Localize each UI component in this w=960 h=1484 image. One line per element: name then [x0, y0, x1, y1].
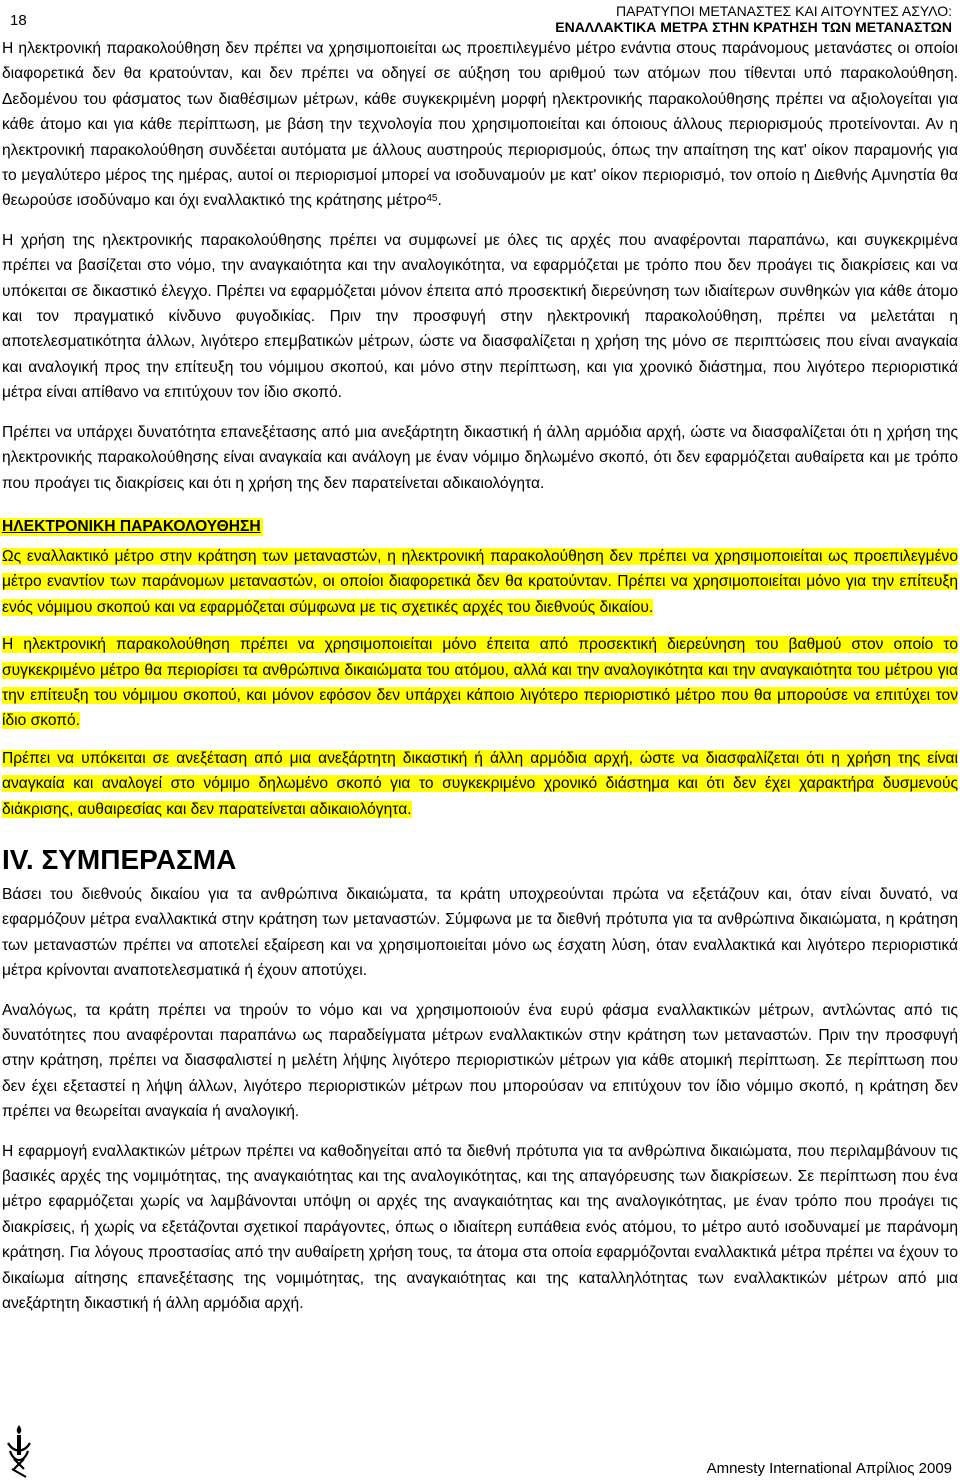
- page-number: 18: [10, 12, 27, 29]
- chapter-title: IV. ΣΥΜΠΕΡΑΣΜΑ: [2, 843, 237, 875]
- conclusion-paragraph-3: Η εφαρμογή εναλλακτικών μέτρων πρέπει να καθοδηγείται από τα διεθνή πρότυπα για τα ανθρώπινα δικαιώματα, που περιλαμβάνουν τις βασικές αρχές της νομιμότητας, της αναγκαιότητας και της αναλογικότητας, και της απαγόρευσης των διακρίσεων. Σε περίπτωση που ένα μέτρο εφαρμόζεται χωρίς να λαμβάνονται υπόψη οι αρχές της αναγκαιότητας και της αναλογικότητας, με έναν τρόπο που προάγει τις διακρίσεις, ή χωρίς να εξετάζονται σχετικοί παράγοντες, όπως ο ιδιαίτερη ευπάθεια ενός ατόμου, το μέτρο αυτό ισοδυναμεί με παράνομη κράτηση. Για λόγους προστασίας από την αυθαίρετη χρήση τους, τα άτομα στα οποία εφαρμόζονται εναλλακτικά μέτρα πρέπει να έχουν το δικαίωμα αίτησης επανεξέτασης της νομιμότητας, της αναγκαιότητας και της καταλληλότητας των εναλλακτικών μέτρων από μια ανεξάρτητη δικαστική ή άλλη αρμόδια αρχή.: [2, 1142, 958, 1313]
- conclusion-paragraph-1: Βάσει του διεθνούς δικαίου για τα ανθρώπινα δικαιώματα, τα κράτη υποχρεούνται πρώτα να εξετάζουν και, όταν είναι δυνατό, να εφαρμόζουν μέτρα εναλλακτικά στην κράτηση των μεταναστών. Σύμφωνα με τα διεθνή πρότυπα για τα ανθρώπινα δικαιώματα, η κράτηση των μεταναστών πρέπει να αποτελεί εξαίρεση και να χρησιμοποιείται μόνο ως έσχατη λύση, όταν εναλλακτικά και λιγότερο περιοριστικά μέτρα κρίνονται αναποτελεσματικά ή έχουν αποτύχει.: [2, 885, 958, 980]
- box-paragraph-2: [0, 632, 960, 734]
- box-paragraph-1-text: Ως εναλλακτικό μέτρο στην κράτηση των μεταναστών, η ηλεκτρονική παρακολούθηση δεν πρέπει να χρησιμοποιείται ως προεπιλεγμένο μέτρο εναντίον των παράνομων μεταναστών, οι οποίοι διαφορετικά δεν θα κρατούνταν. Πρέπει να χρησιμοποιείται μόνο για την επίτευξη ενός νόμιμου σκοπού και να εφαρμόζεται σύμφωνα με τις σχετικές αρχές του διεθνούς δικαίου.: [2, 547, 958, 616]
- header-line-2: ΕΝΑΛΛΑΚΤΙΚΑ ΜΕΤΡΑ ΣΤΗΝ ΚΡΑΤΗΣΗ ΤΩΝ ΜΕΤΑΝΑΣΤΩΝ: [555, 19, 952, 35]
- box-paragraph-3-text: Πρέπει να υπόκειται σε ανεξέταση από μια ανεξάρτητη δικαστική ή άλλη αρμόδια αρχή, ώστε να διασφαλίζεται ότι η χρήση της είναι αναγκαία και αναλογεί στο νόμιμο δηλωμένο σκοπό για το συγκεκριμένο χρονικό διάστημα και ότι δεν έχει χαρακτήρα δυσμενούς διάκρισης, αυθαιρεσίας και δεν παρατείνεται αδικαιολόγητα.: [2, 749, 958, 818]
- paragraph-1-end: .: [437, 192, 442, 210]
- box-paragraph-2-text: Η ηλεκτρονική παρακολούθηση πρέπει να χρησιμοποιείται μόνο έπειτα από προσεκτική διερεύνηση του βαθμού στον οποίο το συγκεκριμένο μέτρο θα περιορίσει τα ανθρώπινα δικαιώματα του ατόμου, αλλά και την αναλογικότητα και την αναγκαιότητα του μέτρου για την επίτευξη του νόμιμου σκοπού, και μόνον εφόσον δεν υπάρχει κάποιο λιγότερο περιοριστικό μέτρο που θα μπορούσε να επιτύχει τον ίδιο σκοπό.: [2, 636, 958, 730]
- paragraph-1-text: Η ηλεκτρονική παρακολούθηση δεν πρέπει να χρησιμοποιείται ως προεπιλεγμένο μέτρο ενάντια στους παράνομους μετανάστες οι οποίοι διαφορετικά δεν θα κρατούνταν, και δεν πρέπει να οδηγεί σε αύξηση του αριθμού των ατόμων που τίθενται υπό παρακολούθηση. Δεδομένου του φάσματος των διαθέσιμων μέτρων, κάθε συγκεκριμένη μορφή ηλεκτρονικής παρακολούθησης πρέπει να αξιολογείται για κάθε άτομο και για κάθε περίπτωση, με βάση την τεχνολογία που χρησιμοποιείται και όποιους άλλους περιορισμούς προτείνονται. Αν η ηλεκτρονική παρακολούθηση συνδέεται αυτόματα με άλλους αυστηρούς περιορισμούς, όπως την απαίτηση της κατ' οίκον παραμονής για το μεγαλύτερο μέρος της ημέρας, αυτοί οι περιορισμοί μπορεί να ισοδυναμούν με κατ' οίκον περιορισμό, τον οποίο η Διεθνής Αμνηστία θα θεωρούσε ισοδύναμο και όχι εναλλακτικό της κράτησης μέτρο: [2, 40, 958, 210]
- footnote-ref: 45: [426, 193, 438, 205]
- box-paragraph-1: [0, 544, 960, 620]
- box-heading: ΗΛΕΚΤΡΟΝΙΚΗ ΠΑΡΑΚΟΛΟΥΘΗΣΗ: [2, 517, 261, 535]
- paragraph-2: Η χρήση της ηλεκτρονικής παρακολούθησης πρέπει να συμφωνεί με όλες τις αρχές που αναφέρονται παραπάνω, και συγκεκριμένα πρέπει να βασίζεται στο νόμο, την αναγκαιότητα και την αναλογικότητα, να εφαρμόζεται με τρόπο που δεν προάγει τις διακρίσεις και να υπόκειται σε δικαστικό έλεγχο. Πρέπει να εφαρμόζεται μόνον έπειτα από προσεκτική διερεύνηση των ιδιαίτερων συνθηκών για κάθε άτομο και τον πραγματικό κίνδυνο φυγοδικίας. Πριν την προσφυγή στην ηλεκτρονική παρακολούθηση, πρέπει να μελετάται η αποτελεσματικότητα άλλων, λιγότερο επεμβατικών μέτρων, ώστε να διασφαλίζεται η χρήση της μόνο σε περιπτώσεις που είναι αναγκαία και αναλογική προς την επίτευξη του νόμιμου σκοπού, και μόνο στην περίπτωση, και για χρονικό διάστημα, που λιγότερο περιοριστικά μέτρα είναι απίθανο να επιτύχουν τον ίδιο σκοπό.: [2, 231, 958, 402]
- paragraph-3: Πρέπει να υπάρχει δυνατότητα επανεξέτασης από μια ανεξάρτητη δικαστική ή άλλη αρμόδια αρχή, ώστε να διασφαλίζεται ότι η χρήση της ηλεκτρονικής παρακολούθησης είναι αναγκαία και ανάλογη με έναν νόμιμο δηλωμένο σκοπό, ότι δεν εφαρμόζεται αυθαίρετα και με τρόπο που προάγει τις διακρίσεις και ότι η χρήση της δεν παρατείνεται αδικαιολόγητα.: [2, 423, 958, 492]
- footer-text: Amnesty International Απρίλιος 2009: [706, 1460, 952, 1477]
- paragraph-1: [0, 36, 960, 214]
- header-line-1: ΠΑΡΑΤΥΠΟΙ ΜΕΤΑΝΑΣΤΕΣ ΚΑΙ ΑΙΤΟΥΝΤΕΣ ΑΣΥΛΟ:: [616, 3, 952, 19]
- box-paragraph-3: [0, 746, 960, 822]
- amnesty-candle-logo-icon: [4, 1423, 34, 1479]
- page-content: [0, 36, 960, 1330]
- highlight-box: [0, 496, 960, 822]
- conclusion-paragraph-2: Αναλόγως, τα κράτη πρέπει να τηρούν το νόμο και να χρησιμοποιούν ένα ευρύ φάσμα εναλλακτικών μέτρων, αντλώντας από τις δυνατότητες που αναφέρονται παραπάνω ως παραδείγματα μέτρων εναλλακτικών στην κράτηση των μεταναστών. Πριν την προσφυγή στην κράτηση, πρέπει να διασφαλιστεί η μελέτη λήψης λιγότερο περιοριστικών μέτρων για κάθε ατομική περίπτωση. Σε περίπτωση που δεν έχει εξεταστεί η λήψη άλλων, λιγότερο περιοριστικών μέτρων που μπορούσαν να επιτύχουν τον ίδιο νόμιμο σκοπό, η κράτηση δεν πρέπει να θεωρείται αναγκαία ή αναλογική.: [2, 1001, 958, 1121]
- running-header: [555, 3, 952, 35]
